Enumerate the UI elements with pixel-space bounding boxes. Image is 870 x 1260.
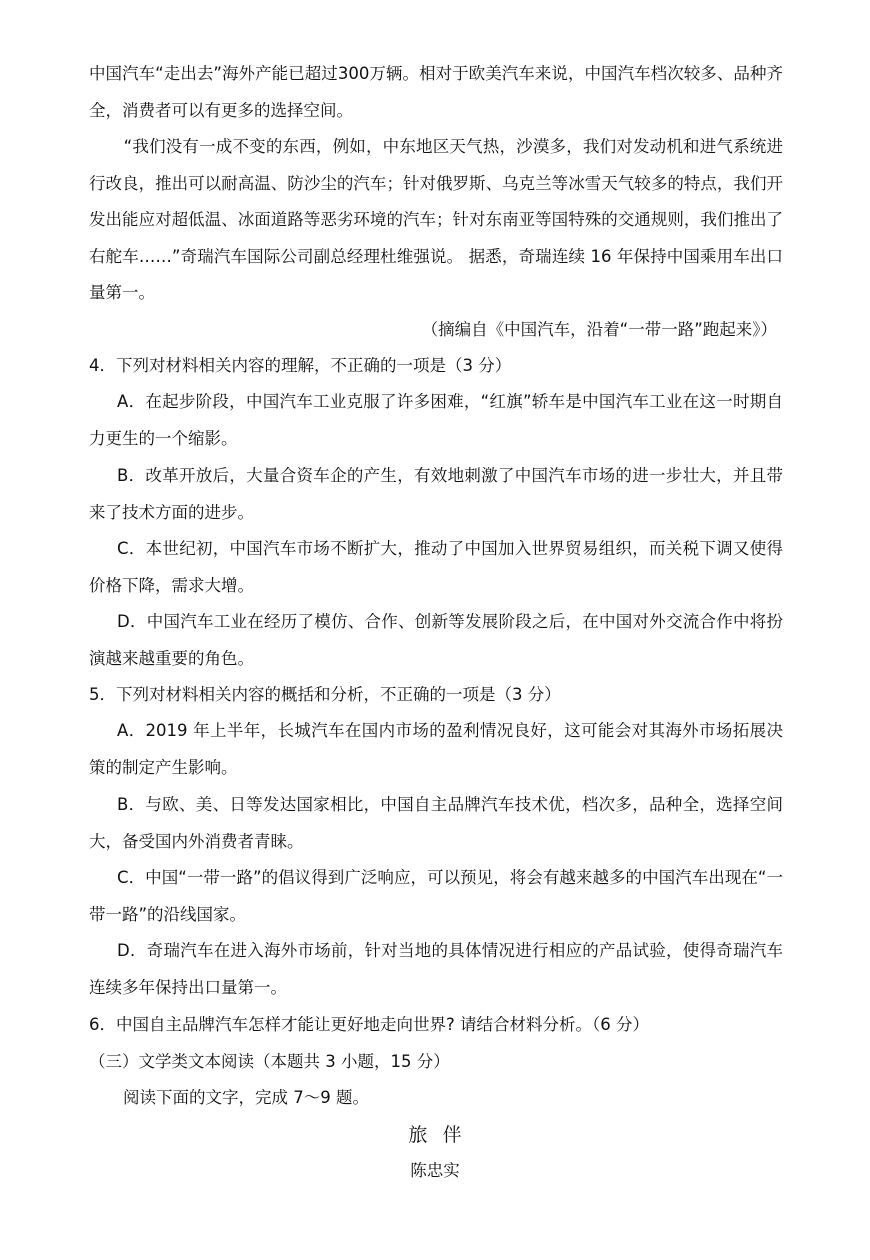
question-4-option-a: A．在起步阶段，中国汽车工业克服了许多困难，“红旗”轿车是中国汽车工业在这一时期自力更生的一个缩影。 (89, 392, 783, 448)
question-4-option-d: D．中国汽车工业在经历了模仿、合作、创新等发展阶段之后，在中国对外交流合作中将扮演越来越重要的角色。 (89, 612, 783, 668)
story-author: 陈忠实 (410, 1161, 460, 1180)
question-5-option-b: B．与欧、美、日等发达国家相比，中国自主品牌汽车技术优，档次多，品种全，选择空间大，备受国内外消费者青睐。 (89, 795, 783, 851)
question-5-option-c: C．中国“一带一路”的倡议得到广泛响应，可以预见，将会有越来越多的中国汽车出现在“一带一路”的沿线国家。 (89, 868, 783, 924)
question-5-option-d: D．奇瑞汽车在进入海外市场前，针对当地的具体情况进行相应的产品试验，使得奇瑞汽车连续多年保持出口量第一。 (89, 941, 783, 997)
question-6-stem: 6．中国自主品牌汽车怎样才能让更好地走向世界? 请结合材料分析。（6 分） (89, 1015, 649, 1034)
story-title: 旅伴 (408, 1124, 477, 1146)
question-4-stem: 4．下列对材料相关内容的理解，不正确的一项是（3 分） (89, 356, 512, 375)
passage-paragraph-1: 中国汽车“走出去”海外产能已超过300万辆。相对于欧美汽车来说，中国汽车档次较多、品种齐全，消费者可以有更多的选择空间。 (89, 64, 783, 120)
passage-paragraph-2: “我们没有一成不变的东西，例如，中东地区天气热，沙漠多，我们对发动机和进气系统进行改良，推出可以耐高温、防沙尘的汽车；针对俄罗斯、乌克兰等冰雪天气较多的特点，我们开发出能应对超低温、冰面道路等恶劣环境的汽车；针对东南亚等国特殊的交通规则，我们推出了右舵车……”奇瑞汽车国际公司副总经理杜维强说。 据悉，奇瑞连续 16 年保持中国乘用车出口量第一。 (89, 137, 783, 302)
passage-source: （摘编自《中国汽车，沿着“一带一路”跑起来》） (421, 320, 777, 339)
question-4-option-b: B．改革开放后，大量合资车企的产生，有效地刺激了中国汽车市场的进一步壮大，并且带来了技术方面的进步。 (89, 466, 783, 522)
reading-instruction: 阅读下面的文字，完成 7～9 题。 (123, 1088, 369, 1107)
section-heading: （三）文学类文本阅读（本题共 3 小题，15 分） (89, 1052, 450, 1071)
question-5-stem: 5．下列对材料相关内容的概括和分析，不正确的一项是（3 分） (89, 685, 561, 704)
question-5-option-a: A．2019 年上半年，长城汽车在国内市场的盈利情况良好，这可能会对其海外市场拓展决策的制定产生影响。 (89, 721, 783, 777)
question-4-option-c: C．本世纪初，中国汽车市场不断扩大，推动了中国加入世界贸易组织，而关税下调又使得价格下降，需求大增。 (89, 539, 783, 595)
